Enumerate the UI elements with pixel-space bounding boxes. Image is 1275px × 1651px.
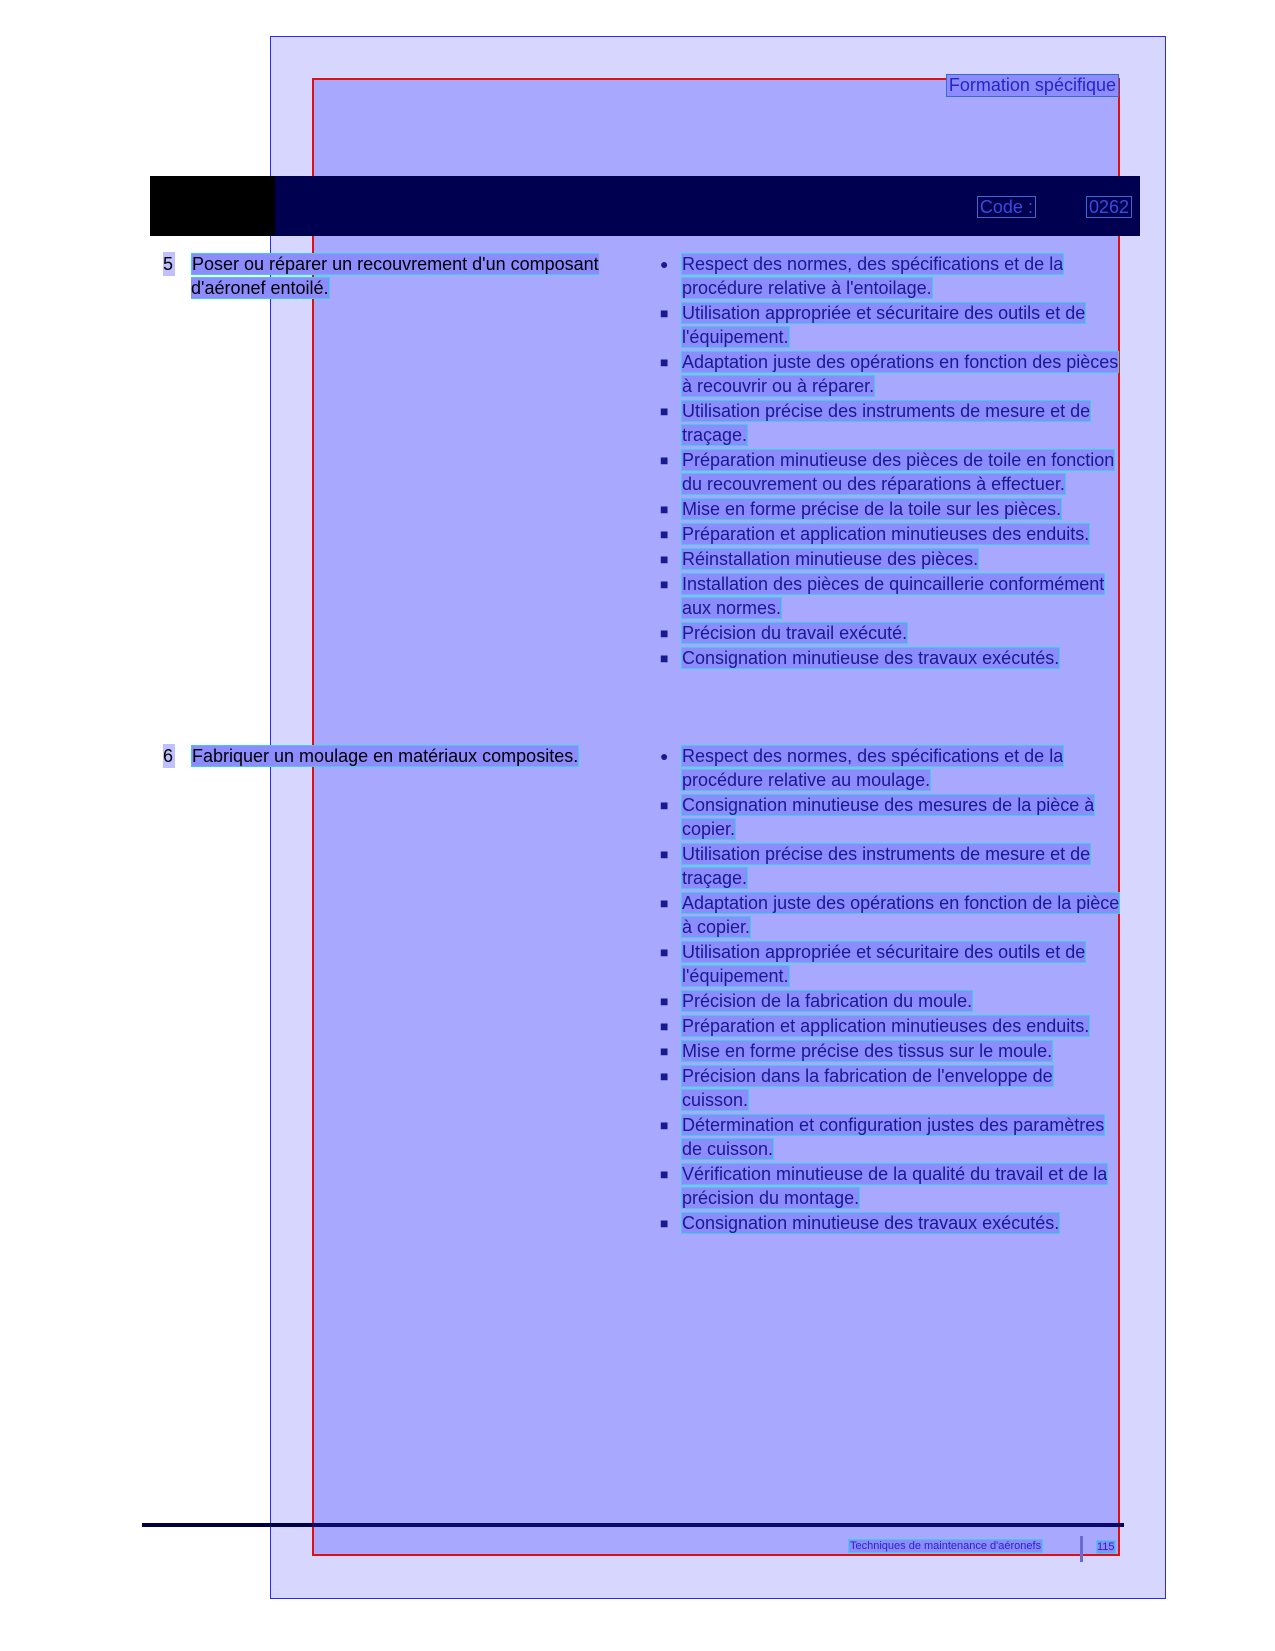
header-band-left bbox=[150, 176, 275, 236]
list-item: ■ Préparation minutieuse des pièces de toile en fonction du recouvrement ou des réparations à effectuer. bbox=[660, 450, 1115, 494]
list-item: ■ Adaptation juste des opérations en fonction de la pièce à copier. bbox=[660, 893, 1120, 937]
list-item: ■ Utilisation appropriée et sécuritaire des outils et de l'équipement. bbox=[660, 942, 1086, 986]
criteria-list-6 bbox=[660, 744, 1122, 1236]
list-item: ● Respect des normes, des spécifications et de la procédure relative à l'entoilage. bbox=[660, 254, 1064, 298]
code-value: 0262 bbox=[1086, 196, 1132, 218]
competency-title: Fabriquer un moulage en matériaux composites. bbox=[192, 746, 579, 766]
list-item: ■ Préparation et application minutieuses des enduits. bbox=[660, 1016, 1090, 1036]
list-item: ■ Utilisation précise des instruments de mesure et de traçage. bbox=[660, 844, 1091, 888]
list-item: ■ Adaptation juste des opérations en fonction des pièces à recouvrir ou à réparer. bbox=[660, 352, 1119, 396]
footer-rule-inner bbox=[312, 1523, 1122, 1527]
list-item: ■ Installation des pièces de quincaillerie conformément aux normes. bbox=[660, 574, 1105, 618]
footer-program: Techniques de maintenance d'aéronefs bbox=[850, 1540, 1042, 1552]
competency-number: 5 bbox=[163, 254, 174, 274]
course-code bbox=[977, 197, 1132, 218]
competency-5 bbox=[163, 252, 663, 300]
list-item: ■ Utilisation appropriée et sécuritaire des outils et de l'équipement. bbox=[660, 303, 1086, 347]
header-band bbox=[150, 176, 1140, 236]
list-item: ■ Réinstallation minutieuse des pièces. bbox=[660, 549, 979, 569]
list-item: ■ Détermination et configuration justes des paramètres de cuisson. bbox=[660, 1115, 1105, 1159]
list-item: ■ Préparation et application minutieuses des enduits. bbox=[660, 524, 1090, 544]
page-number: 115 bbox=[1097, 1541, 1115, 1553]
code-prefix: Code : bbox=[977, 196, 1036, 218]
list-item: ■ Utilisation précise des instruments de mesure et de traçage. bbox=[660, 401, 1091, 445]
list-item: ■ Mise en forme précise des tissus sur le moule. bbox=[660, 1041, 1053, 1061]
list-item: ● Respect des normes, des spécifications et de la procédure relative au moulage. bbox=[660, 746, 1064, 790]
list-item: ■ Précision dans la fabrication de l'enveloppe de cuisson. bbox=[660, 1066, 1053, 1110]
list-item: ■ Mise en forme précise de la toile sur les pièces. bbox=[660, 499, 1062, 519]
list-item: ■ Vérification minutieuse de la qualité du travail et de la précision du montage. bbox=[660, 1164, 1108, 1208]
list-item: ■ Consignation minutieuse des travaux exécutés. bbox=[660, 1213, 1060, 1233]
list-item: ■ Consignation minutieuse des mesures de la pièce à copier. bbox=[660, 795, 1095, 839]
competency-number: 6 bbox=[163, 746, 174, 766]
competency-title: Poser ou réparer un recouvrement d'un composant d'aéronef entoilé. bbox=[191, 254, 599, 298]
list-item: ■ Précision de la fabrication du moule. bbox=[660, 991, 973, 1011]
list-item: ■ Consignation minutieuse des travaux exécutés. bbox=[660, 648, 1060, 668]
section-label: Formation spécifique bbox=[946, 74, 1119, 97]
footer-separator bbox=[1080, 1536, 1083, 1562]
criteria-list-5 bbox=[660, 252, 1122, 671]
competency-6 bbox=[163, 744, 663, 768]
list-item: ■ Précision du travail exécuté. bbox=[660, 623, 908, 643]
